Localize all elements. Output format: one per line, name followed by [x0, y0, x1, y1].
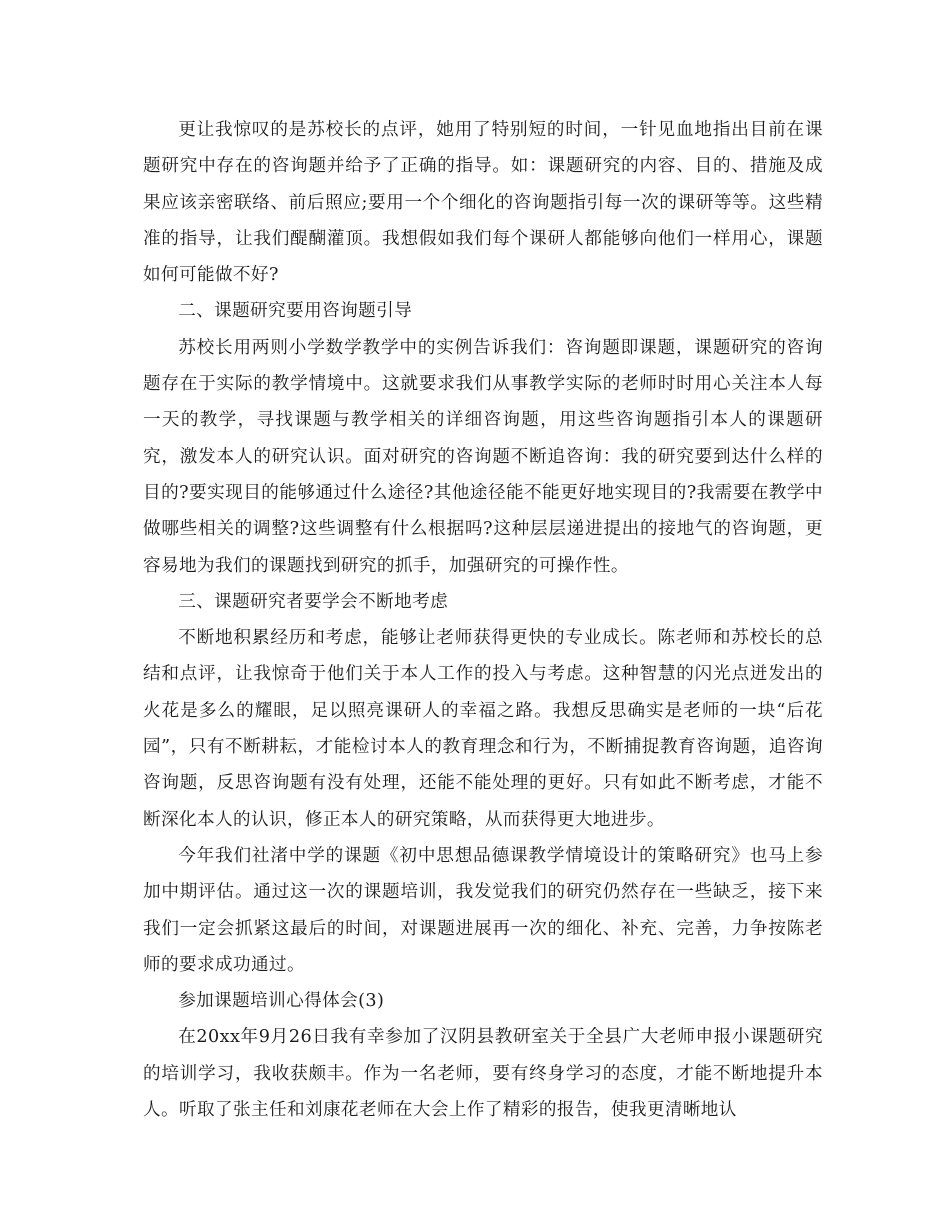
- paragraph-training-intro: 在20xx年9月26日我有幸参加了汉阴县教研室关于全县广大老师申报小课题研究的培训学习，我收获颇丰。作为一名老师，要有终身学习的态度，才能不断地提升本人。听取了张主任和刘康花老师在大会上作了精彩的报告，使我更清晰地认: [143, 1027, 823, 1121]
- paragraph-review-comments: 更让我惊叹的是苏校长的点评，她用了特别短的时间，一针见血地指出目前在课题研究中存在的咨询题并给予了正确的指导。如：课题研究的内容、目的、措施及成果应该亲密联络、前后照应;要用一个个细化的咨询题指引每一次的课研等等。这些精准的指导，让我们醍醐灌顶。我想假如我们每个课研人都能够向他们一样用心，课题如何可能做不好?: [143, 120, 823, 286]
- article-title-part-3: 参加课题培训心得体会(3): [178, 991, 385, 1012]
- section-heading-three: 三、课题研究者要学会不断地考虑: [178, 591, 449, 612]
- section-heading-two: 二、课题研究要用咨询题引导: [178, 301, 413, 322]
- paragraph-school-project: 今年我们社渚中学的课题《初中思想品德课教学情境设计的策略研究》也马上参加中期评估。通过这一次的课题培训，我发觉我们的研究仍然存在一些缺乏，接下来我们一定会抓紧这最后的时间，对课题进展再一次的细化、补充、完善，力争按陈老师的要求成功通过。: [143, 845, 823, 975]
- paragraph-continuous-reflection: 不断地积累经历和考虑，能够让老师获得更快的专业成长。陈老师和苏校长的总结和点评，让我惊奇于他们关于本人工作的投入与考虑。这种智慧的闪光点迸发出的火花是多么的耀眼，足以照亮课研人的幸福之路。我想反思确实是老师的一块“后花园”，只有不断耕耘，才能检讨本人的教育理念和行为，不断捕捉教育咨询题，追咨询咨询题，反思咨询题有没有处理，还能不能处理的更好。只有如此不断考虑，才能不断深化本人的认识，修正本人的研究策略，从而获得更大地进步。: [143, 628, 823, 830]
- document-body: [143, 112, 823, 1128]
- paragraph-question-guidance: 苏校长用两则小学数学教学中的实例告诉我们：咨询题即课题，课题研究的咨询题存在于实际的教学情境中。这就要求我们从事教学实际的老师时时用心关注本人每一天的教学，寻找课题与教学相关的详细咨询题，用这些咨询题指引本人的课题研究，激发本人的研究认识。面对研究的咨询题不断追咨询：我的研究要到达什么样的目的?要实现目的能够通过什么途径?其他途径能不能更好地实现目的?我需要在教学中做哪些相关的调整?这些调整有什么根据吗?这种层层递进提出的接地气的咨询题，更容易地为我们的课题找到研究的抓手，加强研究的可操作性。: [143, 337, 823, 576]
